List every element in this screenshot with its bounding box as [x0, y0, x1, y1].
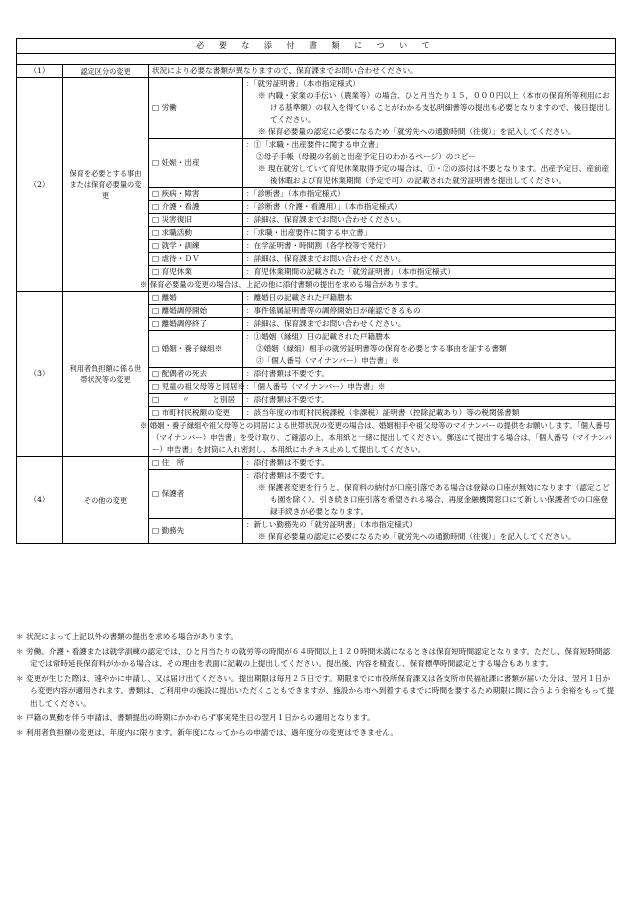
- footnote: ＊ 利用者負担額の変更は、年度内に限ります。新年度になってからの申請では、過年度分の変更はできません。: [16, 727, 398, 737]
- item-detail: [243, 253, 616, 266]
- item-name: □ 妊娠・出産: [149, 139, 243, 188]
- detail-line: ：離婚日の記載された戸籍謄本: [246, 293, 353, 302]
- detail-line: ※ 保育必要量の認定に必要になるため「就労先への通勤時間（往復）」を記入してください。: [258, 532, 576, 541]
- item-detail: [243, 368, 616, 381]
- detail-line: ：在学証明書・時間割（各学校等で発行）: [246, 241, 391, 250]
- section-3: [17, 292, 616, 457]
- detail-line: ：育児休業期間の記載された「就労証明書」（本市指定様式）: [246, 267, 455, 276]
- item-detail: [243, 292, 616, 305]
- table-row: [17, 457, 616, 470]
- item-detail: [243, 78, 616, 139]
- item-detail: [243, 240, 616, 253]
- item-name: □ 離婚調停終了: [149, 318, 243, 331]
- item-name: □ 求職活動: [149, 227, 243, 240]
- detail-line: ※ 現在就労していて育児休業取得予定の場合は、①・②の添付は不要となります。出産予定日、産前産後休暇および育児休業期間（予定で可）の記載された就労証明書を提出してください。: [258, 164, 610, 185]
- item-detail: [243, 394, 616, 407]
- item-name: □ 児童の祖父母等と同居※: [149, 381, 243, 394]
- detail-line: ：詳細は、保育課までお問い合わせください。: [246, 254, 406, 263]
- item-detail: [243, 266, 616, 279]
- footnote: ＊ 労働、介護・看護または就学訓練の認定では、ひと月当たりの就労等の時間が６４時間以上１２０時間未満になるときは保育短時間認定となります。ただし、保育短時間認定では常時延長保育料がかかる場合は、その理由を表面に記載の上提出してください。提出後、内容を精査し、保育標準時間認定とする場合もあります。: [16, 646, 611, 668]
- item-detail: [243, 331, 616, 368]
- detail-line: ：新しい勤務先の「就労証明書」（本市指定様式）: [246, 520, 417, 529]
- detail-line: ：該当年度の市町村民税課税（非課税）証明書（控除記載あり）等の税関係書類: [246, 408, 520, 417]
- detail-line: ※ 保育必要量の認定に必要になるため「就労先への通勤時間（往復）」を記入してください。: [258, 127, 576, 136]
- item-detail: [243, 139, 616, 188]
- section-category: その他の変更: [63, 457, 149, 544]
- detail-line: ：添付書類は不要です。: [246, 395, 329, 404]
- item-name: □ 配偶者の死去: [149, 368, 243, 381]
- detail-line: ②婚姻（縁組）相手の就労証明書等の保育を必要とする事由を証する書類: [256, 344, 507, 353]
- item-name: □ 保護者: [149, 470, 243, 519]
- item-detail: [243, 519, 616, 544]
- item-name: □ 介護・看護: [149, 201, 243, 214]
- detail-line: ※ 内職・家業の手伝い（農業等）の場合、ひと月当たり１５，０００円以上（本市の保育所等利用における基準額）の収入を得ていることがわかる支払明細書等の提出も必要となりますので、後日提出してください。: [258, 91, 612, 124]
- item-name: □ 勤務先: [149, 519, 243, 544]
- table-row: [17, 292, 616, 305]
- detail-line: ：詳細は、保育課までお問い合わせください。: [246, 319, 406, 328]
- item-name: □ 育児休業: [149, 266, 243, 279]
- detail-line: ③「個人番号（マイナンバー）申告書」※: [256, 356, 400, 365]
- item-name: □ 疾病・障害: [149, 188, 243, 201]
- detail-line: ：「求職・出産要件に関する申立書」: [246, 228, 372, 237]
- detail-line: ：添付書類は不要です。: [246, 471, 329, 480]
- detail-line: ②母子手帳（母親の名前と出産予定日のわかるページ）のコピー: [256, 152, 476, 161]
- table-title: 必 要 な 添 付 書 類 に つ い て: [17, 39, 616, 54]
- attachment-table: [16, 38, 616, 544]
- item-detail: [243, 470, 616, 519]
- detail-line: ：添付書類は不要です。: [246, 369, 329, 378]
- item-detail: [243, 305, 616, 318]
- item-detail: [243, 227, 616, 240]
- detail-line: ：「診断書」（本市指定様式）: [246, 189, 345, 198]
- detail-line: ：事件係属証明書等の調停開始日が確認できるもの: [246, 306, 421, 315]
- item-detail: [243, 407, 616, 420]
- item-name: □ 離婚調停開始: [149, 305, 243, 318]
- footnote: ＊ 状況によって上記以外の書類の提出を求める場合があります。: [16, 632, 239, 641]
- section-note: ※ 婚姻・養子縁組や祖父母等との同居による世帯状況の変更の場合は、婚姻相手や祖父母等のマイナンバーの提供をお願いします。「個人番号（マイナンバー）申告書」を受け取り、ご確認の上、本用紙と一緒に提出してください。郵送にて提出する場合は、「個人番号（マイナンバー）申告書」を封筒に入れ密封し、本用紙にホチキス止めして提出してください。: [149, 420, 616, 457]
- item-detail: [243, 318, 616, 331]
- item-detail: [243, 188, 616, 201]
- item-detail: [243, 457, 616, 470]
- item-name: □ 離婚: [149, 292, 243, 305]
- detail-line: ※ 保護者変更を行うと、保育料の納付が口座引落である場合は登録の口座が無効になります（認定こども園を除く）。引き続き口座引落を希望される場合、再度金融機関窓口にて新しい保護者での口座登録手続きが必要となります。: [258, 483, 610, 516]
- detail-line: ：「就労証明書」（本市指定様式）: [246, 79, 360, 88]
- item-name: □ 市町村民税額の変更: [149, 407, 243, 420]
- section-category: 利用者負担額に係る世帯状況等の変更: [63, 292, 149, 457]
- item-name: □ 就学・訓練: [149, 240, 243, 253]
- item-name: □ 婚姻・養子縁組※: [149, 331, 243, 368]
- item-name: □ 労働: [149, 78, 243, 139]
- table-row: [17, 78, 616, 139]
- row1-content: 状況により必要な書類が異なりますので、保育課までお問い合わせください。: [149, 65, 616, 78]
- section-number: （2）: [17, 78, 63, 292]
- detail-line: ：詳細は、保育課までお問い合わせください。: [246, 215, 406, 224]
- section-4: [17, 457, 616, 544]
- section-category: 保育を必要とする事由または保育必要量の変更: [63, 78, 149, 292]
- detail-line: ：「個人番号（マイナンバー）申告書」※: [246, 382, 386, 391]
- item-detail: [243, 201, 616, 214]
- item-name: □ 虐待・ＤＶ: [149, 253, 243, 266]
- section-note: ※ 保育必要量の変更の場合は、上記の他に添付書類の提出を求める場合があります。: [149, 279, 616, 292]
- row1-category: 認定区分の変更: [63, 65, 149, 78]
- row1-number: （1）: [17, 65, 63, 78]
- section-2: [17, 78, 616, 292]
- detail-line: ：①「求職・出産要件に関する申立書」: [246, 140, 383, 149]
- section-number: （4）: [17, 457, 63, 544]
- detail-line: ：「診断書（介護・看護用）」（本市指定様式）: [246, 202, 402, 211]
- detail-line: ：①婚姻（縁組）日の記載された戸籍謄本: [246, 332, 391, 341]
- footnotes: [16, 631, 616, 741]
- item-name: □ 災害復旧: [149, 214, 243, 227]
- item-detail: [243, 214, 616, 227]
- detail-line: ：添付書類は不要です。: [246, 458, 329, 467]
- section-number: （3）: [17, 292, 63, 457]
- item-name: □ 住 所: [149, 457, 243, 470]
- footnote: ＊ 戸籍の異動を伴う申請は、書類提出の時期にかかわらず事実発生日の翌月１日からの適用となります。: [16, 713, 375, 722]
- item-name: □ 〃 と別居: [149, 394, 243, 407]
- footnote: ＊ 変更が生じた際は、速やかに申請し、又は届け出てください。提出期限は毎月２５日です。期限までに市役所保育課又は各支所市民福祉課に書類が届いた分は、翌月１日から変更内容が適用されます。書類は、ご利用中の施設に提出いただくこともできますが、施設から市へ到着するまでに時間を要するため期限に間に合うよう余裕をもって提出してください。: [16, 673, 615, 708]
- item-detail: [243, 381, 616, 394]
